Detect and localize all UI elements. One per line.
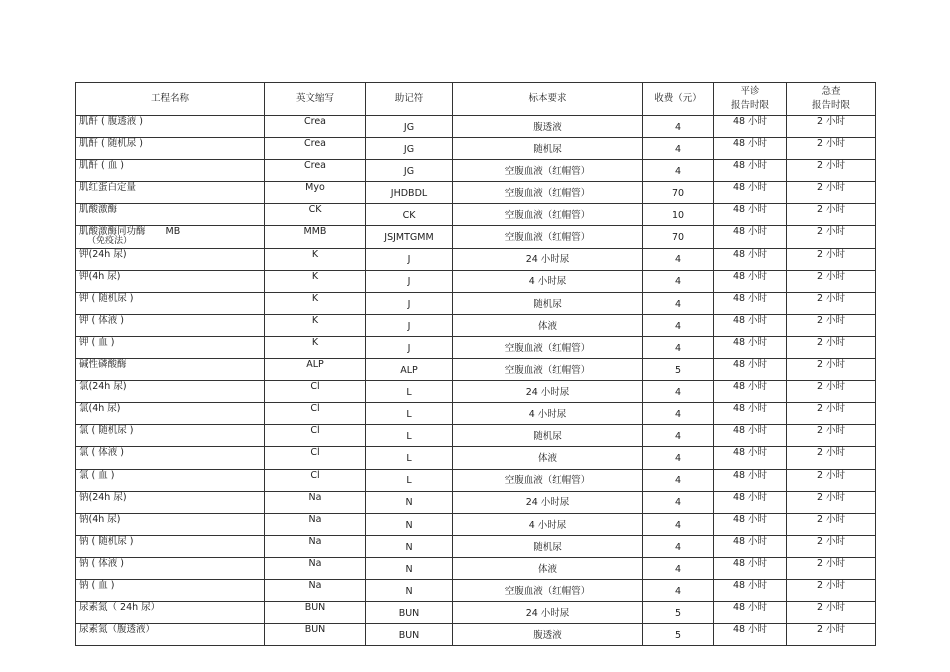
test-name-label: 肌酐 ( 血 ) <box>79 160 124 172</box>
specimen-cell: 24 小时尿 <box>453 602 643 624</box>
specimen-cell: 腹透液 <box>453 116 643 138</box>
test-name-text <box>79 117 143 127</box>
table-row <box>76 248 876 270</box>
test-name-cell <box>76 381 265 403</box>
test-name-text <box>79 183 136 193</box>
test-name-label: 钾 ( 体液 ) <box>79 314 124 326</box>
mnemonic-cell: L <box>366 447 453 469</box>
header-normal-report-time <box>714 83 787 116</box>
test-name-label: 钠 ( 体液 ) <box>79 557 124 569</box>
mnemonic-cell: JG <box>366 160 453 182</box>
urgent-report-time-cell: 2 小时 <box>787 602 876 624</box>
normal-report-time-cell: 48 小时 <box>714 138 787 160</box>
table-row <box>76 491 876 513</box>
table-row <box>76 182 876 204</box>
table-row <box>76 535 876 557</box>
test-name-cell <box>76 491 265 513</box>
specimen-cell: 空腹血液（红帽管） <box>453 336 643 358</box>
english-abbr-cell: K <box>265 270 366 292</box>
urgent-report-time-cell: 2 小时 <box>787 359 876 381</box>
english-abbr-cell: Cl <box>265 425 366 447</box>
mnemonic-cell: J <box>366 292 453 314</box>
test-name-text <box>79 625 155 635</box>
urgent-report-time-cell: 2 小时 <box>787 557 876 579</box>
mnemonic-cell: N <box>366 513 453 535</box>
fee-cell: 4 <box>643 336 714 358</box>
mnemonic-cell: L <box>366 381 453 403</box>
urgent-report-time-cell: 2 小时 <box>787 160 876 182</box>
normal-report-time-cell: 48 小时 <box>714 248 787 270</box>
urgent-report-time-cell: 2 小时 <box>787 624 876 646</box>
fee-cell: 10 <box>643 204 714 226</box>
test-name-cell <box>76 270 265 292</box>
specimen-cell: 24 小时尿 <box>453 491 643 513</box>
urgent-report-time-cell: 2 小时 <box>787 182 876 204</box>
specimen-cell: 24 小时尿 <box>453 381 643 403</box>
test-name-cell <box>76 182 265 204</box>
test-name-cell <box>76 116 265 138</box>
test-name-label: 钾 ( 随机尿 ) <box>79 292 134 304</box>
table-row <box>76 336 876 358</box>
fee-cell: 4 <box>643 491 714 513</box>
fee-cell: 5 <box>643 602 714 624</box>
header-specimen: 标本要求 <box>453 83 643 116</box>
normal-report-time-cell: 48 小时 <box>714 292 787 314</box>
english-abbr-cell: Crea <box>265 116 366 138</box>
test-name-label: 尿素氮（腹透液） <box>79 624 156 636</box>
test-name-text <box>79 471 114 481</box>
english-abbr-cell: Cl <box>265 381 366 403</box>
test-name-suffix: MB <box>165 226 181 238</box>
test-name-cell <box>76 624 265 646</box>
normal-report-time-cell: 48 小时 <box>714 447 787 469</box>
english-abbr-cell: Myo <box>265 182 366 204</box>
english-abbr-cell: Cl <box>265 447 366 469</box>
test-name-text <box>79 581 114 591</box>
urgent-report-time-cell: 2 小时 <box>787 314 876 336</box>
table-row <box>76 138 876 160</box>
test-name-label: 氯(24h 尿) <box>79 381 127 393</box>
specimen-cell: 空腹血液（红帽管） <box>453 204 643 226</box>
test-name-cell <box>76 469 265 491</box>
mnemonic-cell: JG <box>366 138 453 160</box>
fee-cell: 4 <box>643 447 714 469</box>
test-name-cell <box>76 513 265 535</box>
english-abbr-cell: Na <box>265 579 366 601</box>
urgent-report-time-cell: 2 小时 <box>787 579 876 601</box>
header-urgent-report-time <box>787 83 876 116</box>
specimen-cell: 空腹血液（红帽管） <box>453 469 643 491</box>
header-mnemonic: 助记符 <box>366 83 453 116</box>
test-name-cell <box>76 248 265 270</box>
specimen-cell: 4 小时尿 <box>453 403 643 425</box>
specimen-cell: 4 小时尿 <box>453 513 643 535</box>
test-name-cell <box>76 138 265 160</box>
mnemonic-cell: BUN <box>366 602 453 624</box>
urgent-report-time-cell: 2 小时 <box>787 292 876 314</box>
test-name-text <box>79 360 127 370</box>
mnemonic-cell: JSJMTGMM <box>366 226 453 248</box>
test-name-text <box>79 316 124 326</box>
mnemonic-cell: N <box>366 557 453 579</box>
test-name-label: 肌红蛋白定量 <box>79 182 137 194</box>
test-name-label: 氯 ( 血 ) <box>79 469 115 481</box>
specimen-cell: 体液 <box>453 447 643 469</box>
test-name-text <box>79 426 133 436</box>
normal-report-time-cell: 48 小时 <box>714 314 787 336</box>
table-row <box>76 513 876 535</box>
test-name-cell <box>76 447 265 469</box>
test-name-cell <box>76 336 265 358</box>
mnemonic-cell: N <box>366 491 453 513</box>
test-name-text <box>79 338 114 348</box>
table-row <box>76 270 876 292</box>
specimen-cell: 24 小时尿 <box>453 248 643 270</box>
mnemonic-cell: L <box>366 403 453 425</box>
header-english-abbr: 英文缩写 <box>265 83 366 116</box>
header-urgent-line1: 急查 <box>821 86 841 98</box>
test-name-label: 氯 ( 随机尿 ) <box>79 425 134 437</box>
english-abbr-cell: Na <box>265 535 366 557</box>
fee-cell: 70 <box>643 226 714 248</box>
test-name-label: 肌酐 ( 随机尿 ) <box>79 138 143 150</box>
specimen-cell: 随机尿 <box>453 138 643 160</box>
table-row <box>76 314 876 336</box>
test-name-text <box>79 272 121 282</box>
lab-test-table <box>75 82 876 646</box>
normal-report-time-cell: 48 小时 <box>714 491 787 513</box>
urgent-report-time-cell: 2 小时 <box>787 226 876 248</box>
test-name-text <box>79 603 160 613</box>
normal-report-time-cell: 48 小时 <box>714 624 787 646</box>
specimen-cell: 空腹血液（红帽管） <box>453 160 643 182</box>
table-row <box>76 469 876 491</box>
english-abbr-cell: CK <box>265 204 366 226</box>
mnemonic-cell: ALP <box>366 359 453 381</box>
normal-report-time-cell: 48 小时 <box>714 226 787 248</box>
test-name-text <box>79 139 143 149</box>
specimen-cell: 体液 <box>453 557 643 579</box>
test-name-label: 钠 ( 血 ) <box>79 579 115 591</box>
table-row <box>76 359 876 381</box>
specimen-cell: 体液 <box>453 314 643 336</box>
header-urgent-line2: 报告时限 <box>811 100 850 111</box>
english-abbr-cell: ALP <box>265 359 366 381</box>
normal-report-time-cell: 48 小时 <box>714 116 787 138</box>
test-name-label: 钠 ( 随机尿 ) <box>79 535 134 547</box>
test-name-text <box>79 161 124 171</box>
fee-cell: 4 <box>643 425 714 447</box>
test-name-text <box>79 559 124 569</box>
test-name-text <box>79 493 127 503</box>
urgent-report-time-cell: 2 小时 <box>787 403 876 425</box>
urgent-report-time-cell: 2 小时 <box>787 204 876 226</box>
test-name-text <box>79 250 127 260</box>
normal-report-time-cell: 48 小时 <box>714 403 787 425</box>
fee-cell: 70 <box>643 182 714 204</box>
table-row <box>76 116 876 138</box>
mnemonic-cell: N <box>366 535 453 557</box>
normal-report-time-cell: 48 小时 <box>714 579 787 601</box>
table-row <box>76 204 876 226</box>
english-abbr-cell: K <box>265 314 366 336</box>
test-name-text <box>79 205 117 215</box>
urgent-report-time-cell: 2 小时 <box>787 336 876 358</box>
header-test-name: 工程名称 <box>76 83 265 116</box>
normal-report-time-cell: 48 小时 <box>714 469 787 491</box>
english-abbr-cell: Cl <box>265 403 366 425</box>
english-abbr-cell: Cl <box>265 469 366 491</box>
urgent-report-time-cell: 2 小时 <box>787 447 876 469</box>
english-abbr-cell: MMB <box>265 226 366 248</box>
urgent-report-time-cell: 2 小时 <box>787 425 876 447</box>
test-name-cell <box>76 403 265 425</box>
test-name-label: 肌酐 ( 腹透液 ) <box>79 116 143 127</box>
table-row <box>76 624 876 646</box>
fee-cell: 4 <box>643 248 714 270</box>
fee-cell: 4 <box>643 381 714 403</box>
specimen-cell: 腹透液 <box>453 624 643 646</box>
table-row <box>76 292 876 314</box>
fee-cell: 4 <box>643 557 714 579</box>
test-name-cell <box>76 160 265 182</box>
english-abbr-cell: BUN <box>265 602 366 624</box>
fee-cell: 4 <box>643 579 714 601</box>
fee-cell: 5 <box>643 624 714 646</box>
mnemonic-cell: J <box>366 248 453 270</box>
test-name-label: 碱性磷酸酶 <box>79 359 127 371</box>
normal-report-time-cell: 48 小时 <box>714 182 787 204</box>
mnemonic-cell: JG <box>366 116 453 138</box>
test-name-label: 钠(24h 尿) <box>79 491 127 503</box>
english-abbr-cell: Crea <box>265 138 366 160</box>
urgent-report-time-cell: 2 小时 <box>787 270 876 292</box>
normal-report-time-cell: 48 小时 <box>714 557 787 579</box>
fee-cell: 4 <box>643 469 714 491</box>
urgent-report-time-cell: 2 小时 <box>787 116 876 138</box>
specimen-cell: 空腹血液（红帽管） <box>453 359 643 381</box>
normal-report-time-cell: 48 小时 <box>714 535 787 557</box>
fee-cell: 4 <box>643 160 714 182</box>
fee-cell: 4 <box>643 116 714 138</box>
mnemonic-cell: JHDBDL <box>366 182 453 204</box>
fee-cell: 4 <box>643 535 714 557</box>
english-abbr-cell: Na <box>265 557 366 579</box>
fee-cell: 4 <box>643 513 714 535</box>
test-name-method: （免疫法） <box>87 236 133 247</box>
urgent-report-time-cell: 2 小时 <box>787 381 876 403</box>
normal-report-time-cell: 48 小时 <box>714 160 787 182</box>
test-name-cell <box>76 425 265 447</box>
test-name-text <box>79 537 133 547</box>
table-row <box>76 226 876 248</box>
test-name-label: 钾 ( 血 ) <box>79 336 115 348</box>
fee-cell: 4 <box>643 403 714 425</box>
table-row <box>76 447 876 469</box>
test-name-cell <box>76 292 265 314</box>
table-row <box>76 579 876 601</box>
fee-cell: 4 <box>643 292 714 314</box>
header-normal-line2: 报告时限 <box>730 100 769 111</box>
english-abbr-cell: Na <box>265 491 366 513</box>
mnemonic-cell: J <box>366 270 453 292</box>
english-abbr-cell: BUN <box>265 624 366 646</box>
normal-report-time-cell: 48 小时 <box>714 425 787 447</box>
specimen-cell: 空腹血液（红帽管） <box>453 182 643 204</box>
test-name-cell <box>76 359 265 381</box>
test-name-label: 肌酸激酶 <box>79 204 118 216</box>
test-name-text <box>79 515 121 525</box>
test-name-cell <box>76 557 265 579</box>
header-row <box>76 83 876 116</box>
test-name-label: 钾(24h 尿) <box>79 248 127 260</box>
table-row <box>76 403 876 425</box>
test-name-cell <box>76 579 265 601</box>
test-name-label: 尿素氮（ 24h 尿） <box>79 602 161 614</box>
fee-cell: 5 <box>643 359 714 381</box>
normal-report-time-cell: 48 小时 <box>714 204 787 226</box>
test-name-cell <box>76 314 265 336</box>
specimen-cell: 4 小时尿 <box>453 270 643 292</box>
table-row <box>76 160 876 182</box>
table-row <box>76 602 876 624</box>
test-name-label: 钾(4h 尿) <box>79 270 121 282</box>
mnemonic-cell: N <box>366 579 453 601</box>
urgent-report-time-cell: 2 小时 <box>787 138 876 160</box>
specimen-cell: 空腹血液（红帽管） <box>453 226 643 248</box>
mnemonic-cell: J <box>366 336 453 358</box>
urgent-report-time-cell: 2 小时 <box>787 513 876 535</box>
urgent-report-time-cell: 2 小时 <box>787 491 876 513</box>
mnemonic-cell: J <box>366 314 453 336</box>
normal-report-time-cell: 48 小时 <box>714 336 787 358</box>
fee-cell: 4 <box>643 138 714 160</box>
test-name-text <box>79 448 124 458</box>
normal-report-time-cell: 48 小时 <box>714 359 787 381</box>
mnemonic-cell: L <box>366 469 453 491</box>
test-name-cell <box>76 535 265 557</box>
specimen-cell: 随机尿 <box>453 425 643 447</box>
header-fee: 收费（元） <box>643 83 714 116</box>
normal-report-time-cell: 48 小时 <box>714 602 787 624</box>
mnemonic-cell: CK <box>366 204 453 226</box>
normal-report-time-cell: 48 小时 <box>714 513 787 535</box>
test-name-text <box>79 294 133 304</box>
test-name-text <box>79 404 121 414</box>
english-abbr-cell: Na <box>265 513 366 535</box>
table-row <box>76 557 876 579</box>
test-name-label: 氯 ( 体液 ) <box>79 447 124 459</box>
fee-cell: 4 <box>643 314 714 336</box>
specimen-cell: 随机尿 <box>453 535 643 557</box>
normal-report-time-cell: 48 小时 <box>714 381 787 403</box>
english-abbr-cell: K <box>265 248 366 270</box>
specimen-cell: 随机尿 <box>453 292 643 314</box>
specimen-cell: 空腹血液（红帽管） <box>453 579 643 601</box>
test-name-label: 钠(4h 尿) <box>79 513 121 525</box>
urgent-report-time-cell: 2 小时 <box>787 248 876 270</box>
mnemonic-cell: BUN <box>366 624 453 646</box>
fee-cell: 4 <box>643 270 714 292</box>
urgent-report-time-cell: 2 小时 <box>787 535 876 557</box>
english-abbr-cell: K <box>265 336 366 358</box>
english-abbr-cell: K <box>265 292 366 314</box>
table-row <box>76 381 876 403</box>
english-abbr-cell: Crea <box>265 160 366 182</box>
normal-report-time-cell: 48 小时 <box>714 270 787 292</box>
test-name-label: 氯(4h 尿) <box>79 403 121 415</box>
test-name-text <box>79 382 127 392</box>
test-name-cell <box>76 226 265 248</box>
mnemonic-cell: L <box>366 425 453 447</box>
test-name-text <box>79 226 181 247</box>
test-name-label: 肌酸激酶同功酶 <box>79 226 146 238</box>
header-normal-line1: 平诊 <box>740 86 760 98</box>
test-name-cell <box>76 204 265 226</box>
urgent-report-time-cell: 2 小时 <box>787 469 876 491</box>
table-row <box>76 425 876 447</box>
test-name-cell <box>76 602 265 624</box>
